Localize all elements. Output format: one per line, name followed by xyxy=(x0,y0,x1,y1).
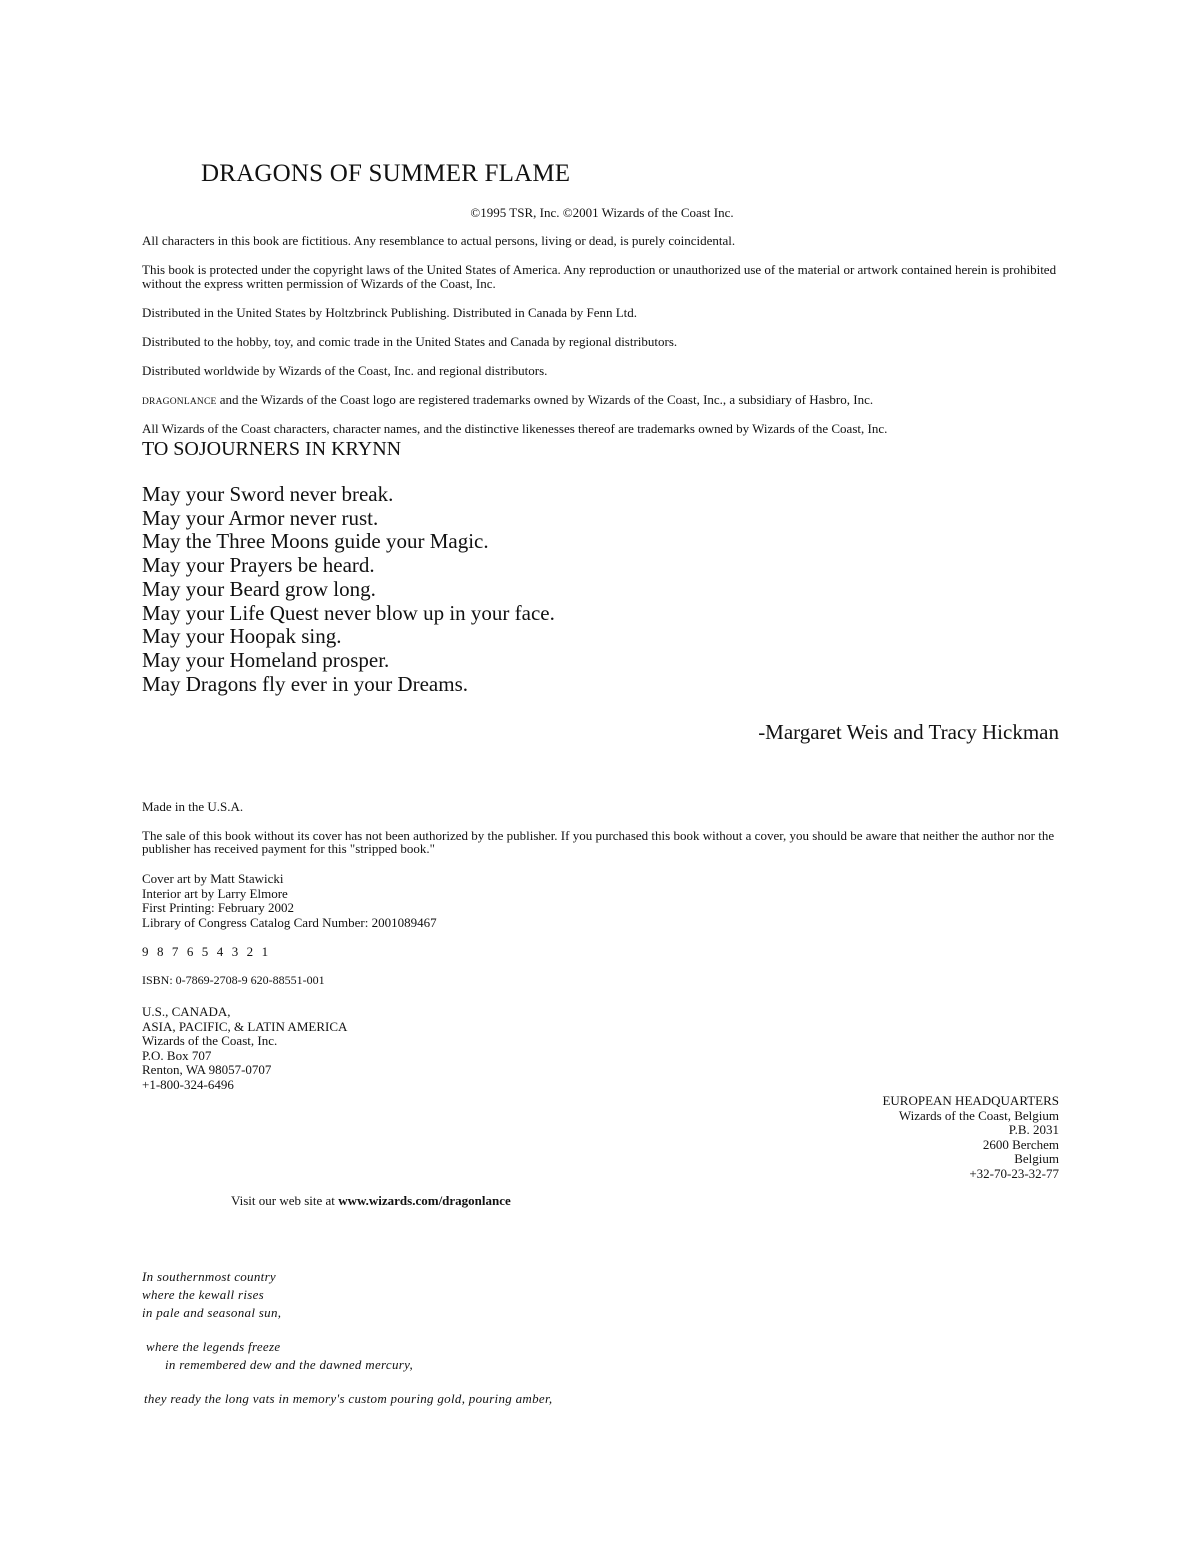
address-line: Wizards of the Coast, Belgium xyxy=(898,1107,1059,1123)
dedication-line: May your Homeland prosper. xyxy=(142,647,390,672)
address-line: Renton, WA 98057-0707 xyxy=(142,1062,272,1078)
fictitious-notice: All characters in this book are fictitious. Any resemblance to actual persons, living or dead, is purely coincidental. xyxy=(142,233,736,248)
character-trademark-notice: All Wizards of the Coast characters, character names, and the distinctive likenesses thereof are trademarks owned by Wizards of the Coast, Inc. xyxy=(142,421,888,436)
website-link[interactable]: www.wizards.com/dragonlance xyxy=(338,1193,511,1208)
credit-line: Interior art by Larry Elmore xyxy=(142,885,288,901)
poem-line: in remembered dew and the dawned mercury, xyxy=(165,1357,414,1372)
hobby-distribution-notice: Distributed to the hobby, toy, and comic trade in the United States and Canada by regional distributors. xyxy=(142,334,678,349)
credits-block xyxy=(142,872,437,930)
address-line: 2600 Berchem xyxy=(982,1136,1059,1152)
address-line: U.S., CANADA, xyxy=(142,1004,231,1019)
address-line: +32-70-23-32-77 xyxy=(969,1165,1059,1181)
website-notice xyxy=(231,1193,511,1209)
credit-line: Cover art by Matt Stawicki xyxy=(142,871,284,886)
dedication-line: May Dragons fly ever in your Dreams. xyxy=(142,671,468,696)
dedication-line: May your Beard grow long. xyxy=(142,576,376,601)
poem-line: in pale and seasonal sun, xyxy=(142,1305,282,1320)
credit-line: Library of Congress Catalog Card Number: 2001089467 xyxy=(142,914,437,930)
dedication-line: May your Armor never rust. xyxy=(142,505,379,530)
dedication-line: May your Life Quest never blow up in your face. xyxy=(142,600,555,625)
trademark-notice-text: and the Wizards of the Coast logo are registered trademarks owned by Wizards of the Coast, Inc., a subsidiary of Hasbro, Inc. xyxy=(216,392,874,407)
poem-line: In southernmost country xyxy=(142,1269,276,1284)
address-line: P.O. Box 707 xyxy=(142,1047,212,1063)
address-line: +1-800-324-6496 xyxy=(142,1076,234,1092)
dedication-line: May your Sword never break. xyxy=(142,482,394,506)
website-prefix: Visit our web site at xyxy=(231,1193,339,1208)
address-line: Wizards of the Coast, Inc. xyxy=(142,1033,278,1049)
dedication-line: May your Hoopak sing. xyxy=(142,624,342,649)
poem-stanza-3 xyxy=(144,1390,552,1408)
dedication-heading: TO SOJOURNERS IN KRYNN xyxy=(142,438,402,460)
copyright-line: ©1995 TSR, Inc. ©2001 Wizards of the Coast Inc. xyxy=(470,205,734,220)
poem-stanza-1 xyxy=(142,1268,281,1322)
us-distribution-notice: Distributed in the United States by Holtzbrinck Publishing. Distributed in Canada by Fenn Ltd. xyxy=(142,305,638,320)
dedication-line: May the Three Moons guide your Magic. xyxy=(142,529,489,554)
address-line: ASIA, PACIFIC, & LATIN AMERICA xyxy=(142,1018,348,1034)
isbn: ISBN: 0-7869-2708-9 620-88551-001 xyxy=(142,973,325,987)
us-address-block xyxy=(142,1005,347,1093)
address-line: Belgium xyxy=(1014,1151,1059,1167)
print-line: 9 8 7 6 5 4 3 2 1 xyxy=(142,944,271,959)
address-line: EUROPEAN HEADQUARTERS xyxy=(882,1093,1059,1108)
worldwide-distribution-notice: Distributed worldwide by Wizards of the Coast, Inc. and regional distributors. xyxy=(142,363,548,378)
made-in-notice: Made in the U.S.A. xyxy=(142,799,244,814)
european-address-block xyxy=(882,1094,1059,1182)
book-title: DRAGONS OF SUMMER FLAME xyxy=(201,160,571,187)
dedication-blessings xyxy=(142,483,555,696)
copyright-protection-notice: This book is protected under the copyright laws of the United States of America. Any reproduction or unauthorized use of the material or artwork contained herein is prohibited without the express written permission of Wizards of the Coast, Inc. xyxy=(142,262,1057,291)
dragonlance-brand: DRAGONLANCE xyxy=(142,397,217,407)
poem-line: where the kewall rises xyxy=(142,1287,265,1302)
poem-line: where the legends freeze xyxy=(146,1339,281,1354)
dedication-signature: -Margaret Weis and Tracy Hickman xyxy=(758,720,1059,744)
poem-line: they ready the long vats in memory's custom pouring gold, pouring amber, xyxy=(144,1391,553,1406)
poem-stanza-2 xyxy=(146,1338,413,1374)
trademark-notice xyxy=(142,393,1062,409)
stripped-book-notice: The sale of this book without its cover has not been authorized by the publisher. If you purchased this book without a cover, you should be aware that neither the author nor the publisher has received payment for this "stripped book." xyxy=(142,828,1055,856)
dedication-line: May your Prayers be heard. xyxy=(142,553,375,578)
address-line: P.B. 2031 xyxy=(1008,1122,1059,1138)
credit-line: First Printing: February 2002 xyxy=(142,900,295,915)
